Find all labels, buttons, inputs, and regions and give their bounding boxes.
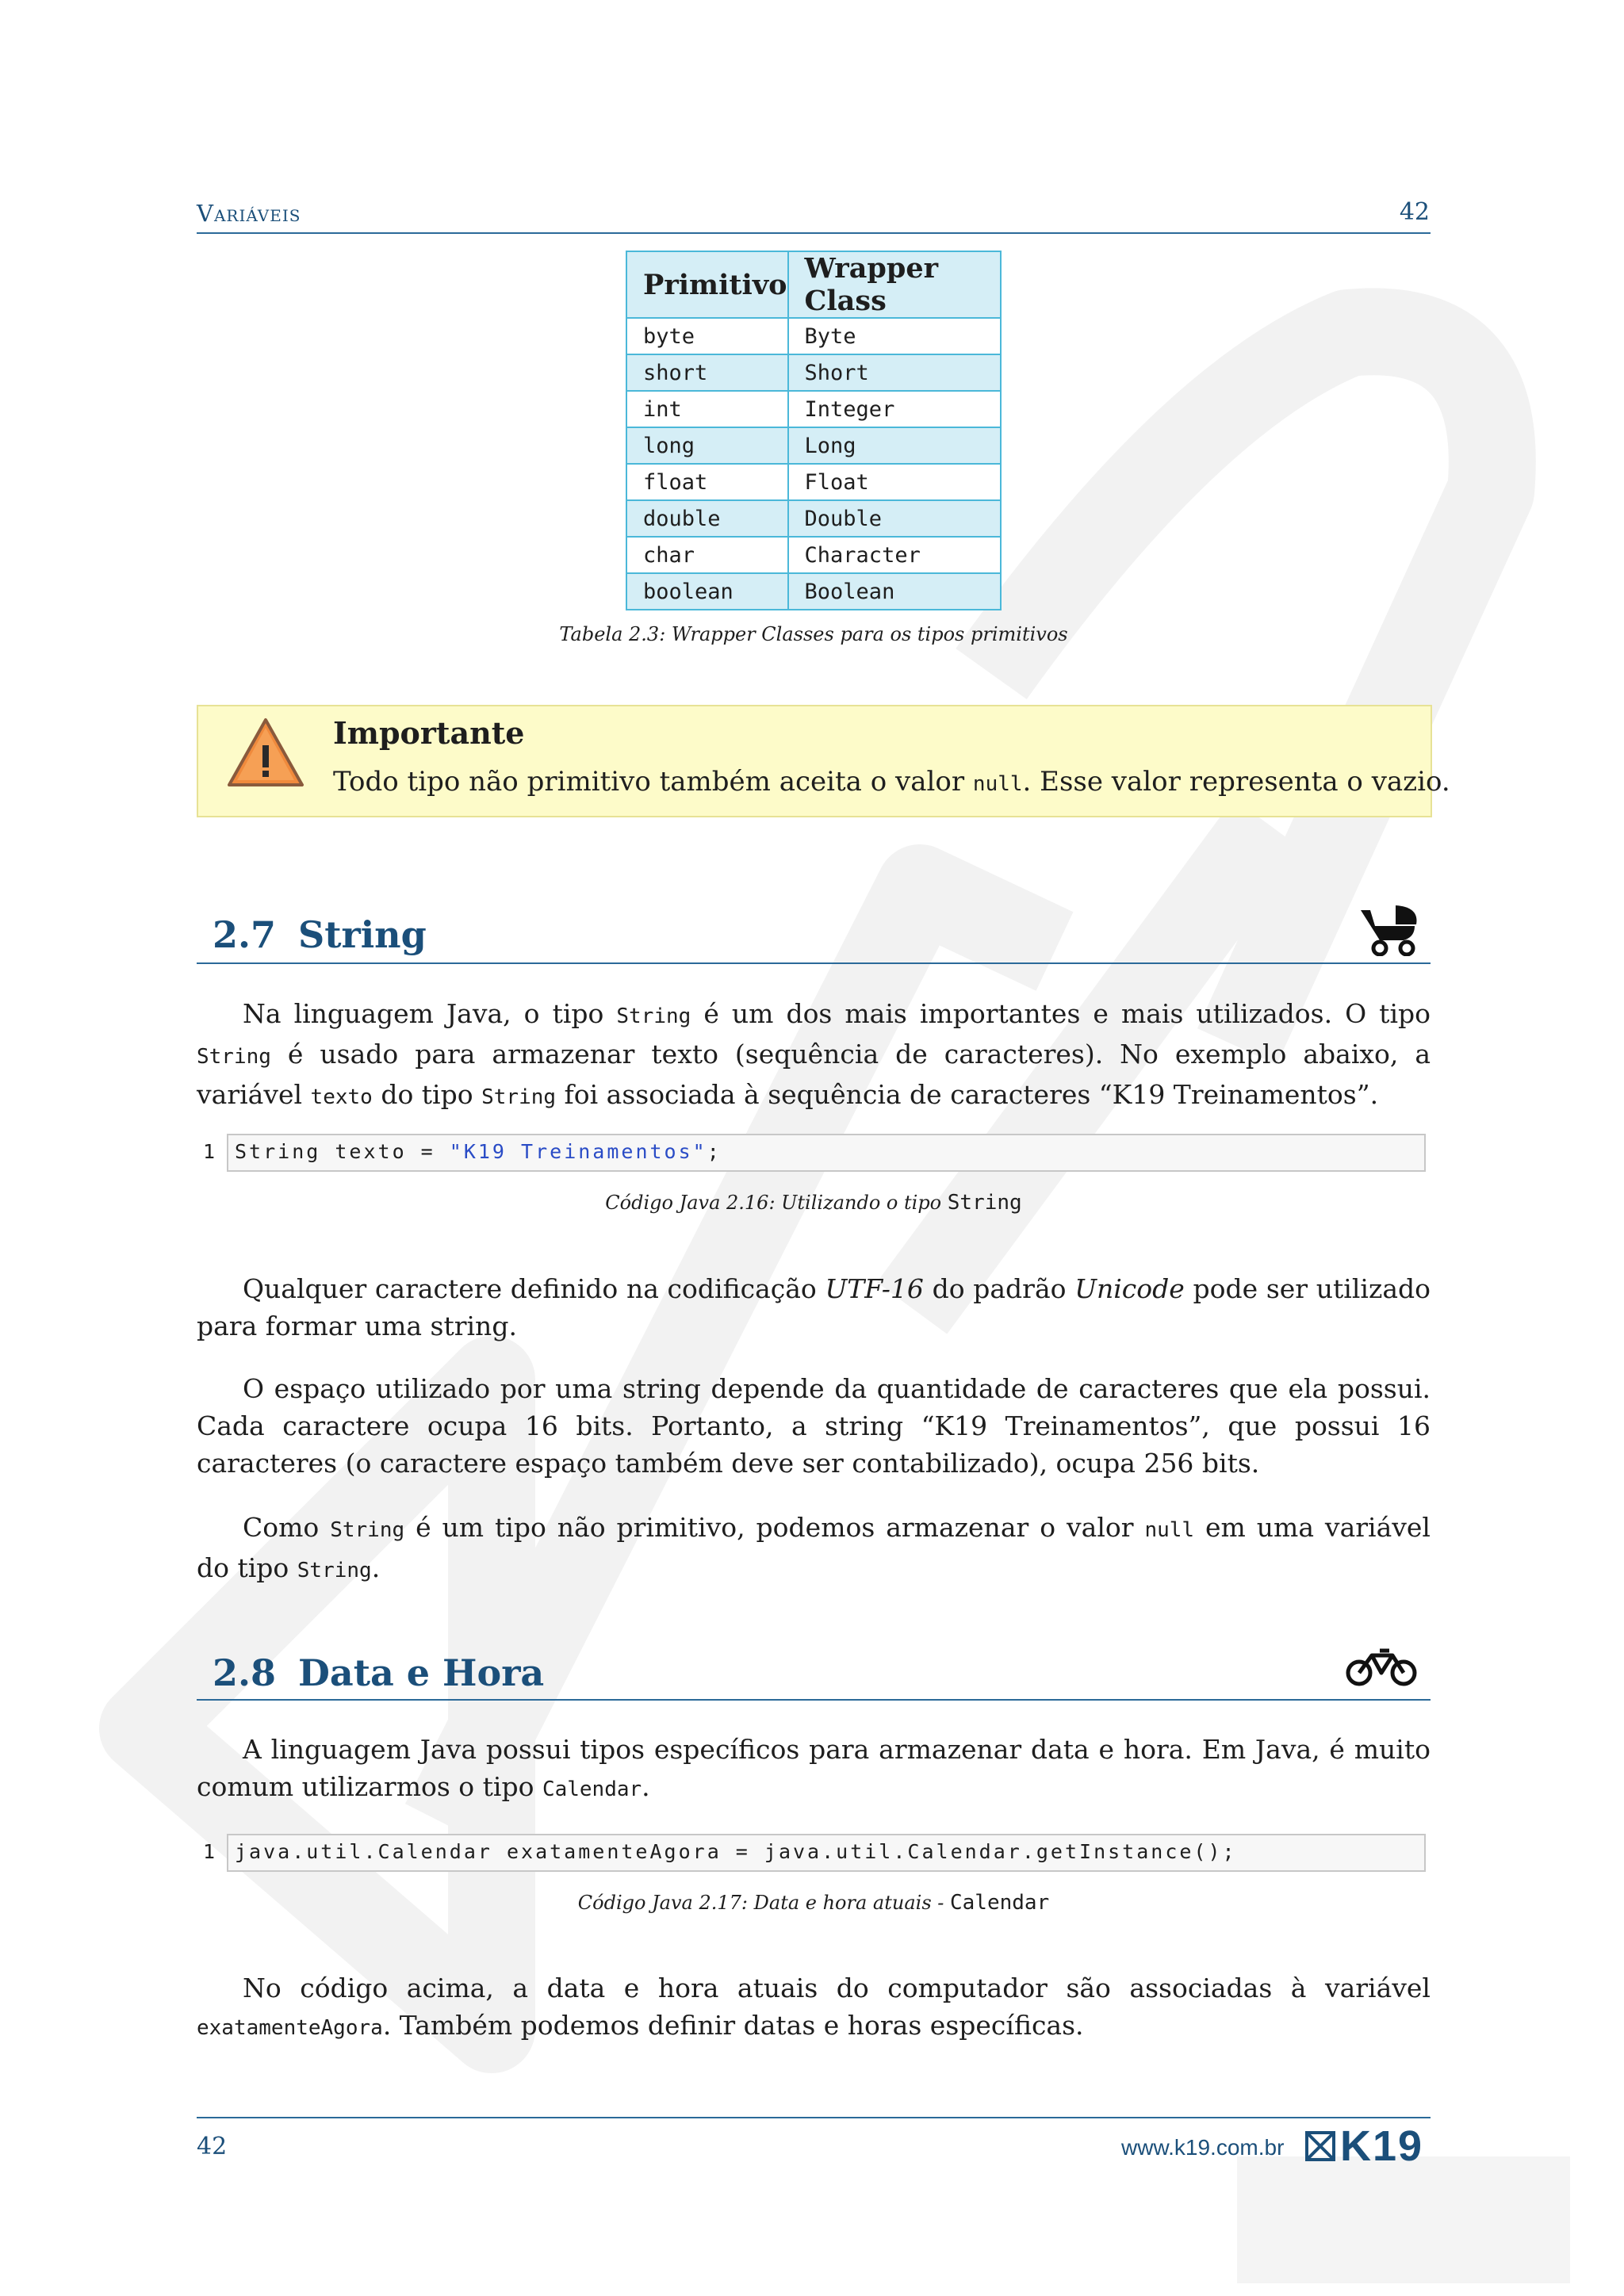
paragraph: Na linguagem Java, o tipo String é um dos mais importantes e mais utilizados. O tipo String é usado para armazenar texto (sequência de caracteres). No exemplo abaixo, a variável texto do tipo String foi associada à sequência de caracteres “K19 Treinamentos”. bbox=[197, 998, 1431, 1110]
footer-page-number: 42 bbox=[197, 2133, 228, 2160]
table-cell: char bbox=[626, 537, 788, 573]
warning-icon bbox=[224, 715, 307, 791]
bicycle-icon bbox=[1345, 1646, 1418, 1687]
running-header-page-number: 42 bbox=[1399, 198, 1430, 226]
table-row bbox=[626, 573, 1001, 610]
table-row bbox=[626, 318, 1001, 354]
table-row bbox=[626, 427, 1001, 464]
code-line-number: 1 bbox=[203, 1840, 216, 1863]
important-text-part: . Esse valor representa o vazio. bbox=[1022, 766, 1450, 798]
table-cell: byte bbox=[626, 318, 788, 354]
table-row bbox=[626, 354, 1001, 391]
table-cell: boolean bbox=[626, 573, 788, 610]
footer-url-link[interactable]: www.k19.com.br bbox=[1121, 2135, 1285, 2160]
table-cell: int bbox=[626, 391, 788, 427]
column-header-wrapper-class: Wrapper Class bbox=[788, 251, 1001, 318]
column-header-primitivo: Primitivo bbox=[626, 251, 788, 318]
paragraph: Como String é um tipo não primitivo, podemos armazenar o valor null em uma variável do tipo String. bbox=[197, 1512, 1431, 1583]
code-line: String texto = "K19 Treinamentos"; bbox=[235, 1140, 722, 1163]
table-row bbox=[626, 464, 1001, 500]
running-header-chapter: Variáveis bbox=[197, 200, 301, 227]
paragraph: Qualquer caractere definido na codificação UTF-16 do padrão Unicode pode ser utilizado para formar uma string. bbox=[197, 1273, 1431, 1341]
table-cell: Byte bbox=[788, 318, 1001, 354]
k19-logo-text: K19 bbox=[1340, 2122, 1424, 2170]
paragraph: O espaço utilizado por uma string depende da quantidade de caracteres que ela possui. Cada caractere ocupa 16 bits. Portanto, a string “K19 Treinamentos”, que possui 16 caracteres (o caractere espaço também deve ser contabilizado), ocupa 256 bits. bbox=[197, 1373, 1431, 1479]
table-cell: Short bbox=[788, 354, 1001, 391]
table-caption: Tabela 2.3: Wrapper Classes para os tipos primitivos bbox=[559, 623, 1068, 645]
table-row bbox=[626, 537, 1001, 573]
table-cell: Double bbox=[788, 500, 1001, 537]
paragraph: A linguagem Java possui tipos específicos para armazenar data e hora. Em Java, é muito comum utilizarmos o tipo Calendar. bbox=[197, 1734, 1431, 1802]
section-rule bbox=[197, 1699, 1431, 1701]
k19-logo-icon bbox=[1305, 2131, 1335, 2161]
table-row bbox=[626, 391, 1001, 427]
baby-carriage-icon bbox=[1359, 902, 1423, 956]
section-rule bbox=[197, 962, 1431, 964]
footer-rule bbox=[197, 2117, 1431, 2118]
table-cell: Long bbox=[788, 427, 1001, 464]
important-text bbox=[333, 766, 1450, 798]
wrapper-classes-table bbox=[626, 251, 1002, 610]
code-caption: Código Java 2.16: Utilizando o tipo String bbox=[605, 1191, 1022, 1215]
important-text-part: Todo tipo não primitivo também aceita o valor bbox=[333, 766, 973, 798]
table-header-row bbox=[626, 251, 1001, 318]
section-heading-data-e-hora bbox=[213, 1651, 544, 1694]
table-cell: float bbox=[626, 464, 788, 500]
section-number: 2.7 bbox=[213, 913, 277, 956]
table-cell: long bbox=[626, 427, 788, 464]
table-cell: Character bbox=[788, 537, 1001, 573]
table-cell: Float bbox=[788, 464, 1001, 500]
code-line: java.util.Calendar exatamenteAgora = java.util.Calendar.getInstance(); bbox=[235, 1840, 1237, 1863]
section-number: 2.8 bbox=[213, 1651, 277, 1694]
code-line-number: 1 bbox=[203, 1140, 216, 1163]
table-row bbox=[626, 500, 1001, 537]
section-title: String bbox=[298, 913, 427, 956]
inline-code-null: null bbox=[972, 772, 1023, 796]
section-title: Data e Hora bbox=[298, 1651, 545, 1694]
important-title: Importante bbox=[333, 715, 525, 751]
header-rule bbox=[197, 232, 1431, 234]
table-cell: double bbox=[626, 500, 788, 537]
table-cell: Integer bbox=[788, 391, 1001, 427]
section-heading-string bbox=[213, 913, 427, 956]
code-caption: Código Java 2.17: Data e hora atuais - Calendar bbox=[577, 1891, 1050, 1915]
table-cell: Boolean bbox=[788, 573, 1001, 610]
paragraph: No código acima, a data e hora atuais do computador são associadas à variável exatamenteAgora. Também podemos definir datas e horas específicas. bbox=[197, 1973, 1431, 2041]
table-cell: short bbox=[626, 354, 788, 391]
